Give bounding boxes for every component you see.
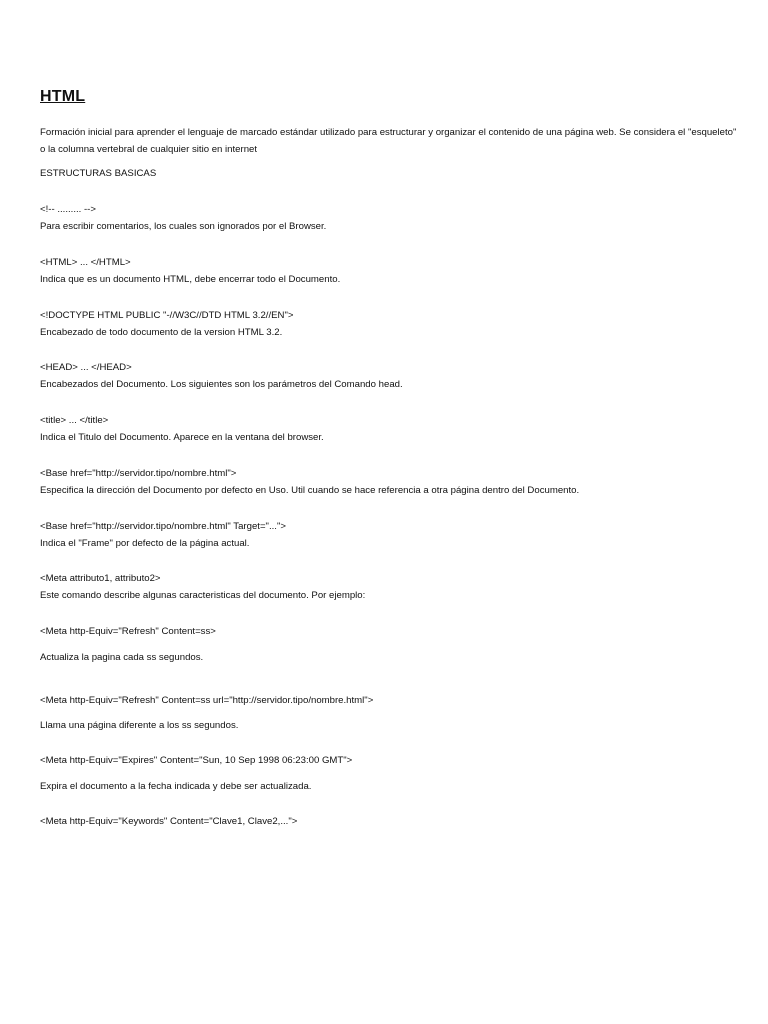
entry-code: <Base href="http://servidor.tipo/nombre.html" Target="..."> [40, 521, 286, 532]
section-heading: ESTRUCTURAS BASICAS [40, 168, 157, 179]
entry-description: Para escribir comentarios, los cuales son ignorados por el Browser. [40, 221, 327, 232]
entry-description: Especifica la dirección del Documento por defecto en Uso. Util cuando se hace referencia a otra página dentro del Documento. [40, 485, 580, 496]
meta-example-code: <Meta http-Equiv="Keywords" Content="Clave1, Clave2,..."> [40, 816, 298, 827]
entry-code: <Meta attributo1, attributo2> [40, 573, 161, 584]
meta-example-description: Actualiza la pagina cada ss segundos. [40, 652, 204, 663]
intro-paragraph: Formación inicial para aprender el lenguaje de marcado estándar utilizado para estructurar y organizar el contenido de una página web. Se considera el "esqueleto" o la columna vertebral de cualquier sitio en internet [40, 127, 737, 155]
meta-example-description: Expira el documento a la fecha indicada y debe ser actualizada. [40, 781, 312, 792]
entry-code: <!-- ......... --> [40, 204, 96, 215]
entry-code: <!DOCTYPE HTML PUBLIC "-//W3C//DTD HTML 3.2//EN"> [40, 310, 294, 321]
meta-example-code: <Meta http-Equiv="Refresh" Content=ss> [40, 626, 216, 637]
entry-description: Indica que es un documento HTML, debe encerrar todo el Documento. [40, 274, 341, 285]
meta-example-code: <Meta http-Equiv="Refresh" Content=ss url="http://servidor.tipo/nombre.html"> [40, 695, 374, 706]
entry-description: Encabezado de todo documento de la version HTML 3.2. [40, 327, 283, 338]
entry-description: Este comando describe algunas caracteristicas del documento. Por ejemplo: [40, 590, 366, 601]
entry-code: <HTML> ... </HTML> [40, 257, 131, 268]
page-title: HTML [40, 88, 86, 105]
meta-example-code: <Meta http-Equiv="Expires" Content="Sun, 10 Sep 1998 06:23:00 GMT"> [40, 755, 353, 766]
meta-example-description: Llama una página diferente a los ss segundos. [40, 720, 239, 731]
entry-code: <Base href="http://servidor.tipo/nombre.html"> [40, 468, 237, 479]
entry-code: <title> ... </title> [40, 415, 109, 426]
entry-code: <HEAD> ... </HEAD> [40, 362, 132, 373]
entry-description: Indica el Titulo del Documento. Aparece en la ventana del browser. [40, 432, 324, 443]
entry-description: Indica el "Frame" por defecto de la página actual. [40, 538, 250, 549]
entry-description: Encabezados del Documento. Los siguientes son los parámetros del Comando head. [40, 379, 403, 390]
